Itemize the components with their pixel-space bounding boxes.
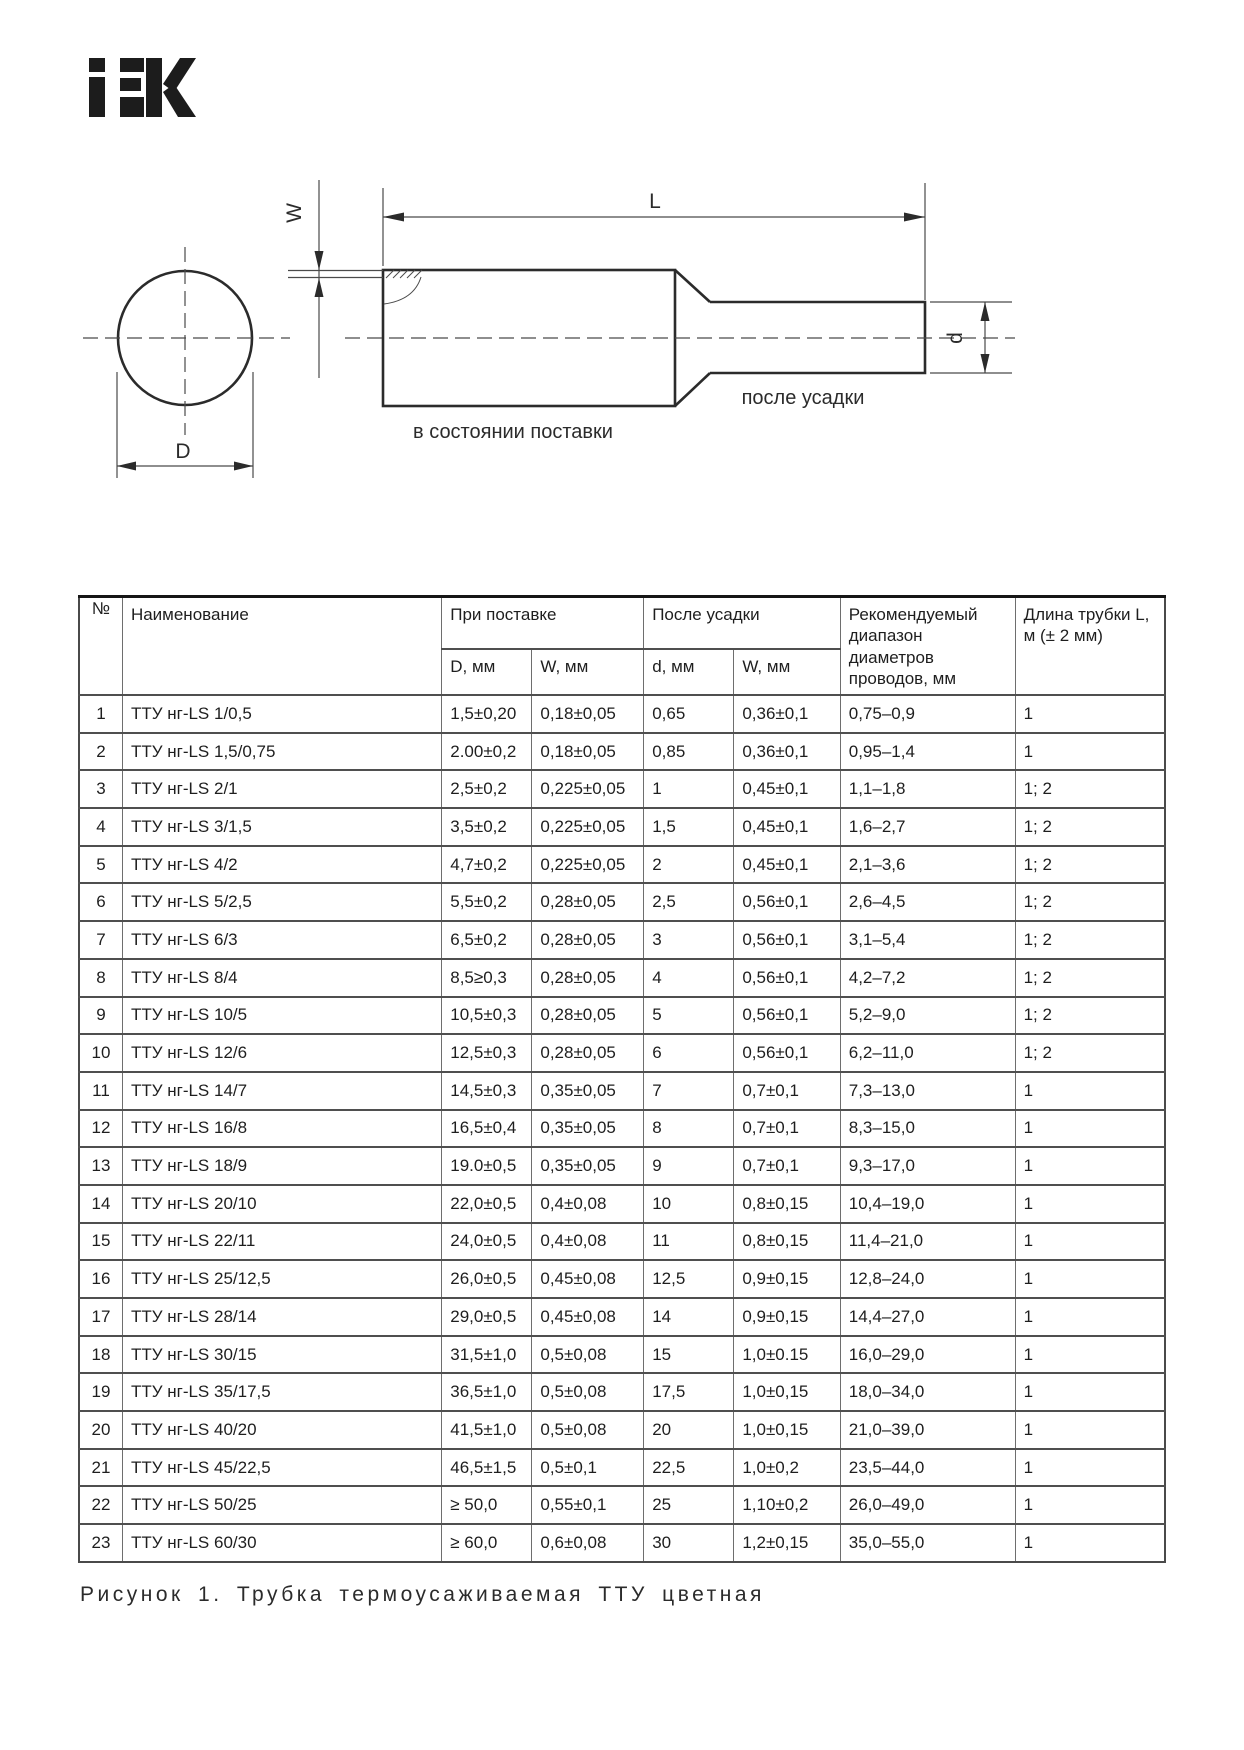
cell-range: 5,2–9,0 — [840, 997, 1015, 1035]
cell-w-shrunk: 0,7±0,1 — [734, 1110, 840, 1148]
cell-d-shrunk: 17,5 — [644, 1373, 734, 1411]
cell-name: ТТУ нг-LS 25/12,5 — [122, 1260, 441, 1298]
cell-w-supplied: 0,18±0,05 — [532, 695, 644, 733]
cell-num: 3 — [79, 770, 122, 808]
table-row — [79, 1223, 1165, 1261]
cell-name: ТТУ нг-LS 1,5/0,75 — [122, 733, 441, 771]
cell-num: 12 — [79, 1110, 122, 1148]
cell-num: 20 — [79, 1411, 122, 1449]
cell-name: ТТУ нг-LS 28/14 — [122, 1298, 441, 1336]
cell-name: ТТУ нг-LS 20/10 — [122, 1185, 441, 1223]
cell-w-shrunk: 0,9±0,15 — [734, 1260, 840, 1298]
cell-d-supplied: 46,5±1,5 — [442, 1449, 532, 1487]
cell-d-shrunk: 12,5 — [644, 1260, 734, 1298]
cell-range: 0,75–0,9 — [840, 695, 1015, 733]
col-header-supplied-d: D, мм — [442, 649, 532, 695]
dim-label-L: L — [649, 190, 661, 213]
table-row — [79, 1034, 1165, 1072]
cell-length: 1 — [1015, 1524, 1165, 1562]
cell-range: 26,0–49,0 — [840, 1486, 1015, 1524]
cell-num: 21 — [79, 1449, 122, 1487]
cell-d-supplied: 5,5±0,2 — [442, 883, 532, 921]
cell-w-supplied: 0,4±0,08 — [532, 1185, 644, 1223]
cell-w-shrunk: 1,0±0,15 — [734, 1373, 840, 1411]
cell-w-shrunk: 1,0±0,15 — [734, 1411, 840, 1449]
cell-length: 1 — [1015, 1110, 1165, 1148]
cell-d-supplied: 16,5±0,4 — [442, 1110, 532, 1148]
cell-w-supplied: 0,5±0,08 — [532, 1336, 644, 1374]
cell-range: 23,5–44,0 — [840, 1449, 1015, 1487]
cell-w-supplied: 0,28±0,05 — [532, 883, 644, 921]
cell-d-supplied: ≥ 50,0 — [442, 1486, 532, 1524]
cell-d-shrunk: 6 — [644, 1034, 734, 1072]
cell-w-supplied: 0,35±0,05 — [532, 1072, 644, 1110]
cell-range: 7,3–13,0 — [840, 1072, 1015, 1110]
cell-name: ТТУ нг-LS 22/11 — [122, 1223, 441, 1261]
cell-w-supplied: 0,45±0,08 — [532, 1298, 644, 1336]
cell-range: 1,1–1,8 — [840, 770, 1015, 808]
table-row — [79, 1486, 1165, 1524]
cell-num: 13 — [79, 1147, 122, 1185]
cell-w-supplied: 0,225±0,05 — [532, 770, 644, 808]
cell-num: 1 — [79, 695, 122, 733]
cell-w-supplied: 0,28±0,05 — [532, 921, 644, 959]
cell-name: ТТУ нг-LS 35/17,5 — [122, 1373, 441, 1411]
col-header-length: Длина трубки L, м (± 2 мм) — [1015, 597, 1165, 696]
cell-w-shrunk: 1,2±0,15 — [734, 1524, 840, 1562]
cell-w-shrunk: 1,10±0,2 — [734, 1486, 840, 1524]
cell-num: 6 — [79, 883, 122, 921]
cell-w-shrunk: 0,56±0,1 — [734, 959, 840, 997]
col-header-range: Рекомендуемый диапазон диаметров проводов, мм — [840, 597, 1015, 696]
table-row — [79, 808, 1165, 846]
table-row — [79, 1524, 1165, 1562]
cell-num: 15 — [79, 1223, 122, 1261]
cell-name: ТТУ нг-LS 3/1,5 — [122, 808, 441, 846]
cell-name: ТТУ нг-LS 50/25 — [122, 1486, 441, 1524]
spec-table — [78, 595, 1166, 1563]
cell-range: 8,3–15,0 — [840, 1110, 1015, 1148]
cell-d-supplied: 22,0±0,5 — [442, 1185, 532, 1223]
cell-d-shrunk: 1 — [644, 770, 734, 808]
cell-name: ТТУ нг-LS 14/7 — [122, 1072, 441, 1110]
table-row — [79, 695, 1165, 733]
cell-name: ТТУ нг-LS 40/20 — [122, 1411, 441, 1449]
table-row — [79, 733, 1165, 771]
dim-label-W: W — [283, 203, 306, 223]
cell-w-shrunk: 0,36±0,1 — [734, 695, 840, 733]
cell-d-supplied: 12,5±0,3 — [442, 1034, 532, 1072]
cell-num: 5 — [79, 846, 122, 884]
cell-w-shrunk: 0,36±0,1 — [734, 733, 840, 771]
table-row — [79, 770, 1165, 808]
cell-length: 1 — [1015, 1185, 1165, 1223]
cell-w-shrunk: 0,9±0,15 — [734, 1298, 840, 1336]
cell-num: 16 — [79, 1260, 122, 1298]
tube-dimension-diagram — [0, 0, 1244, 520]
label-state-shrunk: после усадки — [741, 387, 865, 409]
cell-d-supplied: 41,5±1,0 — [442, 1411, 532, 1449]
cell-d-shrunk: 5 — [644, 997, 734, 1035]
cell-num: 22 — [79, 1486, 122, 1524]
cell-d-shrunk: 30 — [644, 1524, 734, 1562]
cell-w-supplied: 0,225±0,05 — [532, 846, 644, 884]
cell-w-supplied: 0,28±0,05 — [532, 997, 644, 1035]
cell-num: 14 — [79, 1185, 122, 1223]
col-header-supplied-w: W, мм — [532, 649, 644, 695]
cell-name: ТТУ нг-LS 4/2 — [122, 846, 441, 884]
cell-name: ТТУ нг-LS 60/30 — [122, 1524, 441, 1562]
cell-name: ТТУ нг-LS 6/3 — [122, 921, 441, 959]
cell-range: 14,4–27,0 — [840, 1298, 1015, 1336]
table-row — [79, 1185, 1165, 1223]
cell-w-supplied: 0,35±0,05 — [532, 1110, 644, 1148]
cell-num: 7 — [79, 921, 122, 959]
cell-num: 2 — [79, 733, 122, 771]
cell-name: ТТУ нг-LS 16/8 — [122, 1110, 441, 1148]
cell-num: 10 — [79, 1034, 122, 1072]
wall-hatching — [384, 270, 422, 304]
cell-d-supplied: ≥ 60,0 — [442, 1524, 532, 1562]
cell-length: 1; 2 — [1015, 846, 1165, 884]
cell-w-supplied: 0,4±0,08 — [532, 1223, 644, 1261]
dimension-L — [383, 183, 925, 300]
cell-length: 1 — [1015, 1486, 1165, 1524]
label-state-supplied: в состоянии поставки — [413, 421, 613, 443]
table-row — [79, 1110, 1165, 1148]
cell-d-supplied: 31,5±1,0 — [442, 1336, 532, 1374]
cell-num: 23 — [79, 1524, 122, 1562]
cell-range: 0,95–1,4 — [840, 733, 1015, 771]
cell-w-supplied: 0,18±0,05 — [532, 733, 644, 771]
cell-d-shrunk: 4 — [644, 959, 734, 997]
cell-range: 9,3–17,0 — [840, 1147, 1015, 1185]
table-row — [79, 997, 1165, 1035]
cell-num: 19 — [79, 1373, 122, 1411]
table-row — [79, 1449, 1165, 1487]
cell-name: ТТУ нг-LS 30/15 — [122, 1336, 441, 1374]
cell-length: 1 — [1015, 1223, 1165, 1261]
cell-range: 21,0–39,0 — [840, 1411, 1015, 1449]
table-row — [79, 1411, 1165, 1449]
cell-d-supplied: 24,0±0,5 — [442, 1223, 532, 1261]
cell-length: 1 — [1015, 1336, 1165, 1374]
dim-label-D: D — [175, 440, 191, 463]
table-row — [79, 921, 1165, 959]
col-header-supplied: При поставке — [442, 597, 644, 650]
table-row — [79, 846, 1165, 884]
cell-name: ТТУ нг-LS 45/22,5 — [122, 1449, 441, 1487]
cell-length: 1; 2 — [1015, 959, 1165, 997]
cell-d-shrunk: 1,5 — [644, 808, 734, 846]
cell-range: 2,6–4,5 — [840, 883, 1015, 921]
table-row — [79, 1260, 1165, 1298]
cell-length: 1; 2 — [1015, 770, 1165, 808]
cell-range: 1,6–2,7 — [840, 808, 1015, 846]
cell-d-shrunk: 25 — [644, 1486, 734, 1524]
cell-num: 11 — [79, 1072, 122, 1110]
cell-d-shrunk: 20 — [644, 1411, 734, 1449]
table-row — [79, 1336, 1165, 1374]
cell-length: 1; 2 — [1015, 997, 1165, 1035]
cell-d-shrunk: 14 — [644, 1298, 734, 1336]
cell-w-shrunk: 0,56±0,1 — [734, 1034, 840, 1072]
cell-d-supplied: 2,5±0,2 — [442, 770, 532, 808]
spec-table-body — [79, 695, 1165, 1562]
cell-num: 8 — [79, 959, 122, 997]
cell-name: ТТУ нг-LS 12/6 — [122, 1034, 441, 1072]
table-row — [79, 1373, 1165, 1411]
cell-length: 1; 2 — [1015, 1034, 1165, 1072]
cell-w-shrunk: 0,8±0,15 — [734, 1223, 840, 1261]
cell-d-shrunk: 3 — [644, 921, 734, 959]
cell-range: 35,0–55,0 — [840, 1524, 1015, 1562]
cell-w-supplied: 0,225±0,05 — [532, 808, 644, 846]
cell-length: 1 — [1015, 1373, 1165, 1411]
cell-d-supplied: 1,5±0,20 — [442, 695, 532, 733]
cell-w-supplied: 0,28±0,05 — [532, 1034, 644, 1072]
cell-d-shrunk: 2,5 — [644, 883, 734, 921]
cell-num: 17 — [79, 1298, 122, 1336]
cell-d-supplied: 14,5±0,3 — [442, 1072, 532, 1110]
col-header-name: Наименование — [122, 597, 441, 696]
circle-front-view — [83, 247, 290, 435]
cell-length: 1 — [1015, 1072, 1165, 1110]
col-header-num: № — [79, 597, 122, 696]
cell-length: 1 — [1015, 1260, 1165, 1298]
cell-range: 10,4–19,0 — [840, 1185, 1015, 1223]
cell-w-shrunk: 0,45±0,1 — [734, 808, 840, 846]
cell-name: ТТУ нг-LS 2/1 — [122, 770, 441, 808]
table-row — [79, 1298, 1165, 1336]
cell-w-shrunk: 0,7±0,1 — [734, 1147, 840, 1185]
cell-d-supplied: 3,5±0,2 — [442, 808, 532, 846]
cell-w-supplied: 0,45±0,08 — [532, 1260, 644, 1298]
cell-w-shrunk: 0,45±0,1 — [734, 770, 840, 808]
cell-d-shrunk: 11 — [644, 1223, 734, 1261]
cell-num: 18 — [79, 1336, 122, 1374]
col-header-shrunk-d: d, мм — [644, 649, 734, 695]
cell-w-supplied: 0,5±0,08 — [532, 1411, 644, 1449]
table-row — [79, 883, 1165, 921]
cell-range: 12,8–24,0 — [840, 1260, 1015, 1298]
cell-d-supplied: 29,0±0,5 — [442, 1298, 532, 1336]
cell-length: 1 — [1015, 695, 1165, 733]
figure-caption: Рисунок 1. Трубка термоусаживаемая ТТУ цветная — [80, 1583, 765, 1606]
cell-length: 1; 2 — [1015, 921, 1165, 959]
table-row — [79, 959, 1165, 997]
cell-range: 4,2–7,2 — [840, 959, 1015, 997]
cell-w-supplied: 0,5±0,08 — [532, 1373, 644, 1411]
cell-d-shrunk: 15 — [644, 1336, 734, 1374]
cell-d-shrunk: 8 — [644, 1110, 734, 1148]
cell-length: 1 — [1015, 1298, 1165, 1336]
cell-range: 16,0–29,0 — [840, 1336, 1015, 1374]
cell-d-shrunk: 9 — [644, 1147, 734, 1185]
cell-w-supplied: 0,28±0,05 — [532, 959, 644, 997]
cell-range: 11,4–21,0 — [840, 1223, 1015, 1261]
cell-name: ТТУ нг-LS 5/2,5 — [122, 883, 441, 921]
cell-name: ТТУ нг-LS 8/4 — [122, 959, 441, 997]
cell-w-supplied: 0,6±0,08 — [532, 1524, 644, 1562]
cell-num: 4 — [79, 808, 122, 846]
cell-length: 1; 2 — [1015, 883, 1165, 921]
cell-d-shrunk: 0,65 — [644, 695, 734, 733]
col-header-shrunk-w: W, мм — [734, 649, 840, 695]
cell-d-supplied: 36,5±1,0 — [442, 1373, 532, 1411]
table-row — [79, 1147, 1165, 1185]
table-row — [79, 1072, 1165, 1110]
cell-d-supplied: 26,0±0,5 — [442, 1260, 532, 1298]
cell-d-supplied: 10,5±0,3 — [442, 997, 532, 1035]
cell-num: 9 — [79, 997, 122, 1035]
cell-w-shrunk: 0,56±0,1 — [734, 921, 840, 959]
cell-w-supplied: 0,5±0,1 — [532, 1449, 644, 1487]
cell-w-supplied: 0,55±0,1 — [532, 1486, 644, 1524]
cell-d-supplied: 8,5≥0,3 — [442, 959, 532, 997]
dim-label-d: d — [944, 332, 967, 344]
dimension-W — [283, 180, 324, 378]
cell-d-supplied: 2.00±0,2 — [442, 733, 532, 771]
cell-range: 2,1–3,6 — [840, 846, 1015, 884]
cell-w-shrunk: 0,8±0,15 — [734, 1185, 840, 1223]
cell-name: ТТУ нг-LS 18/9 — [122, 1147, 441, 1185]
cell-w-shrunk: 0,56±0,1 — [734, 883, 840, 921]
cell-d-supplied: 4,7±0,2 — [442, 846, 532, 884]
cell-range: 3,1–5,4 — [840, 921, 1015, 959]
cell-d-supplied: 6,5±0,2 — [442, 921, 532, 959]
cell-w-supplied: 0,35±0,05 — [532, 1147, 644, 1185]
cell-w-shrunk: 1,0±0.15 — [734, 1336, 840, 1374]
cell-range: 18,0–34,0 — [840, 1373, 1015, 1411]
cell-length: 1 — [1015, 1147, 1165, 1185]
cell-length: 1 — [1015, 1449, 1165, 1487]
cell-d-shrunk: 10 — [644, 1185, 734, 1223]
tube-shrunk-outline — [345, 270, 1015, 406]
cell-d-shrunk: 22,5 — [644, 1449, 734, 1487]
cell-d-shrunk: 2 — [644, 846, 734, 884]
cell-range: 6,2–11,0 — [840, 1034, 1015, 1072]
cell-w-shrunk: 0,7±0,1 — [734, 1072, 840, 1110]
cell-length: 1; 2 — [1015, 808, 1165, 846]
cell-length: 1 — [1015, 733, 1165, 771]
cell-name: ТТУ нг-LS 1/0,5 — [122, 695, 441, 733]
col-header-shrunk: После усадки — [644, 597, 841, 650]
cell-d-shrunk: 0,85 — [644, 733, 734, 771]
cell-d-shrunk: 7 — [644, 1072, 734, 1110]
cell-w-shrunk: 1,0±0,2 — [734, 1449, 840, 1487]
cell-w-shrunk: 0,56±0,1 — [734, 997, 840, 1035]
cell-length: 1 — [1015, 1411, 1165, 1449]
cell-name: ТТУ нг-LS 10/5 — [122, 997, 441, 1035]
cell-d-supplied: 19.0±0,5 — [442, 1147, 532, 1185]
cell-w-shrunk: 0,45±0,1 — [734, 846, 840, 884]
